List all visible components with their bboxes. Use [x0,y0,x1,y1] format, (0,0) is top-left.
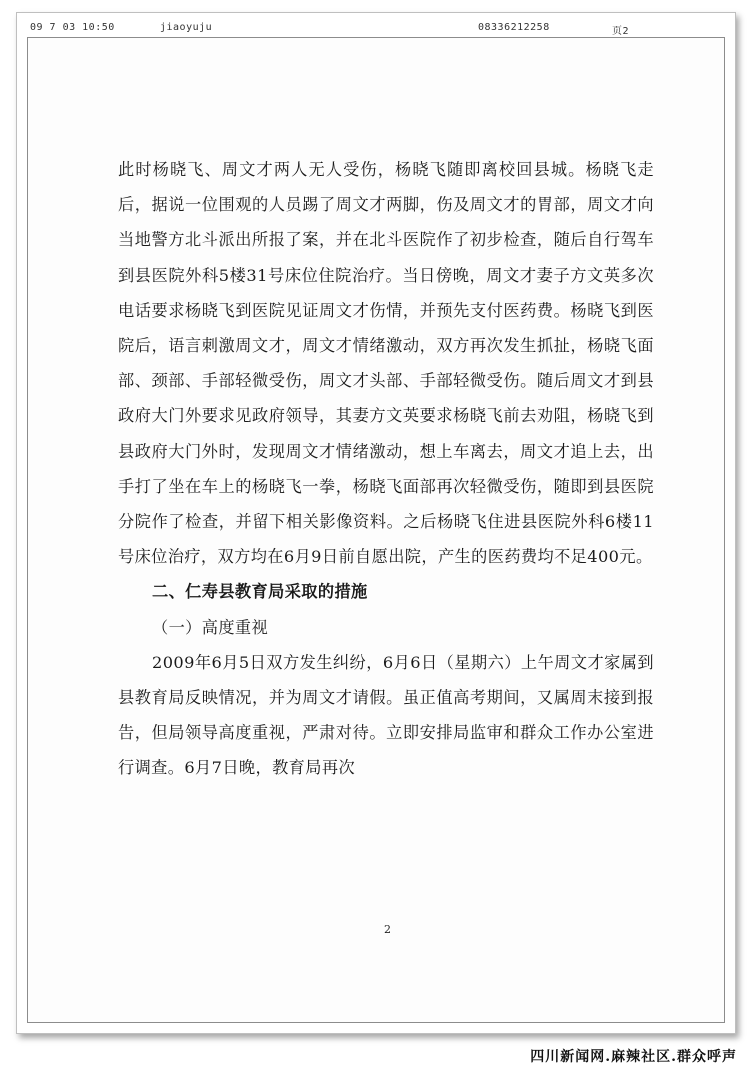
paragraph-incident: 此时杨晓飞、周文才两人无人受伤，杨晓飞随即离校回县城。杨晓飞走后，据说一位围观的人员踢了周文才两脚，伤及周文才的胃部，周文才向当地警方北斗派出所报了案，并在北斗医院作了初步检查，随后自行驾车到县医院外科5楼31号床位住院治疗。当日傍晚，周文才妻子方文英多次电话要求杨晓飞到医院见证周文才伤情，并预先支付医药费。杨晓飞到医院后，语言刺激周文才，周文才情绪激动，双方再次发生抓扯，杨晓飞面部、颈部、手部轻微受伤，周文才头部、手部轻微受伤。随后周文才到县政府大门外要求见政府领导，其妻方文英要求杨晓飞前去劝阻，杨晓飞到县政府大门外时，发现周文才情绪激动，想上车离去，周文才追上去，出手打了坐在车上的杨晓飞一拳，杨晓飞面部再次轻微受伤，随即到县医院分院作了检查，并留下相关影像资料。之后杨晓飞住进县医院外科6楼11号床位治疗，双方均在6月9日前自愿出院，产生的医药费均不足400元。 [118,160,654,567]
page-number: 2 [384,923,391,936]
document-body [118,152,654,786]
fax-sender: jiaoyuju [160,22,213,33]
fax-number: 08336212258 [478,22,550,33]
fax-page-label: 页2 [612,26,630,37]
subsection-heading: （一）高度重视 [152,617,269,637]
fax-datetime: 09 7 03 10:50 [30,22,115,33]
section-heading: 二、仁寿县教育局采取的措施 [152,582,368,602]
source-caption: 四川新闻网.麻辣社区.群众呼声 [530,1049,737,1065]
paragraph-measures: 2009年6月5日双方发生纠纷，6月6日（星期六）上午周文才家属到县教育局反映情况，并为周文才请假。虽正值高考期间，又属周末接到报告，但局领导高度重视，严肃对待。立即安排局监审和群众工作办公室进行调查。6月7日晚，教育局再次 [118,652,654,778]
